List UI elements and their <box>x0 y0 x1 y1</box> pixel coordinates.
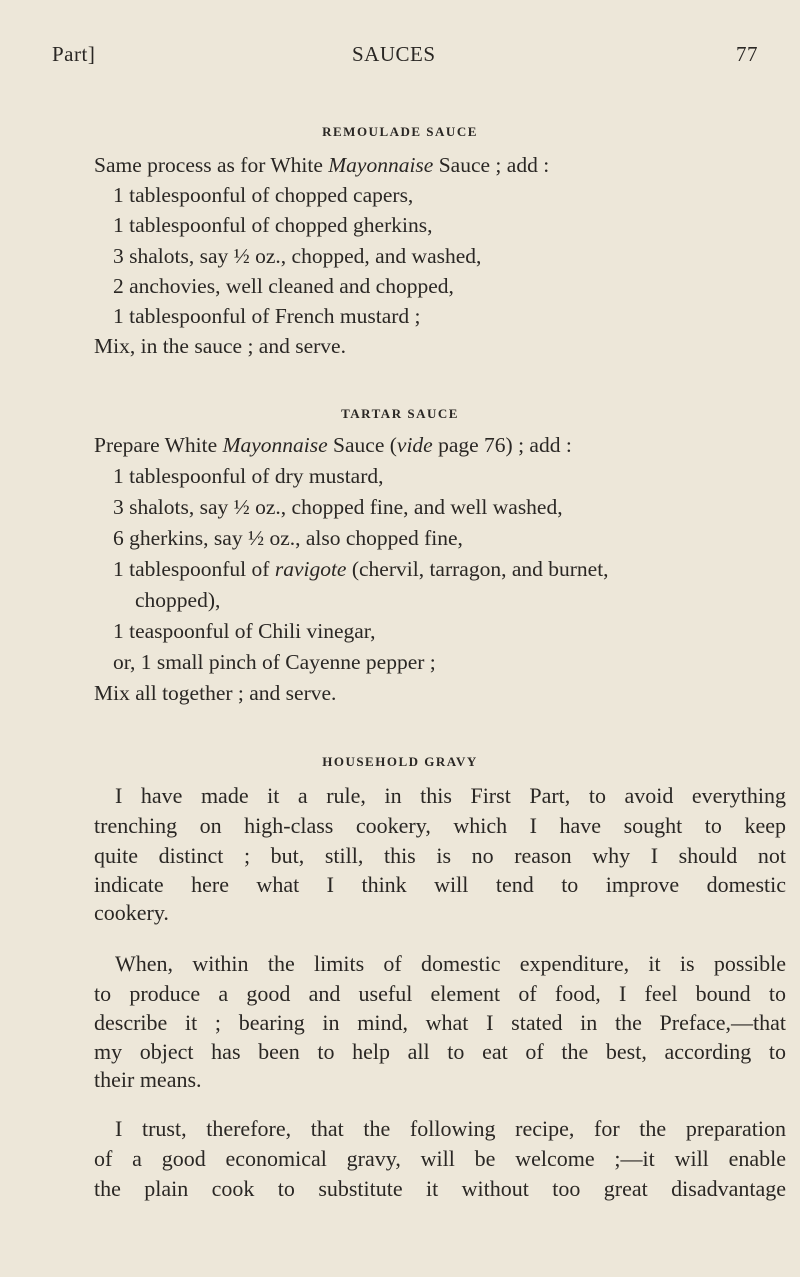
gravy-heading: HOUSEHOLD GRAVY <box>322 754 478 769</box>
paragraph-line: trenching on high-class cookery, which I have sought to keep <box>94 813 786 838</box>
paragraph-line: of a good economical gravy, will be welcome ;—it will enable <box>94 1146 786 1171</box>
tartar-closing: Mix all together ; and serve. <box>94 681 337 705</box>
remoulade-heading: REMOULADE SAUCE <box>322 124 478 139</box>
tartar-item: 6 gherkins, say ½ oz., also chopped fine, <box>113 526 463 550</box>
remoulade-item: 1 tablespoonful of French mustard ; <box>113 304 421 328</box>
remoulade-closing: Mix, in the sauce ; and serve. <box>94 334 346 358</box>
tartar-item: 3 shalots, say ½ oz., chopped fine, and well washed, <box>113 495 563 519</box>
remoulade-item: 1 tablespoonful of chopped gherkins, <box>113 213 433 237</box>
paragraph-line: indicate here what I think will tend to improve domestic <box>94 872 786 897</box>
paragraph-line: to produce a good and useful element of food, I feel bound to <box>94 981 786 1006</box>
tartar-item: or, 1 small pinch of Cayenne pepper ; <box>113 650 436 674</box>
paragraph-line: quite distinct ; but, still, this is no reason why I should not <box>94 843 786 868</box>
tartar-intro: Prepare White Mayonnaise Sauce (vide page 76) ; add : <box>94 433 572 457</box>
paragraph-line: the plain cook to substitute it without too great disadvantage <box>94 1176 786 1201</box>
page-number: 77 <box>736 42 758 66</box>
tartar-heading: TARTAR SAUCE <box>341 406 459 421</box>
section-title: SAUCES <box>352 42 436 66</box>
tartar-item: 1 tablespoonful of ravigote (chervil, tarragon, and burnet, <box>113 557 609 581</box>
paragraph-line: my object has been to help all to eat of the best, according to <box>94 1039 786 1064</box>
tartar-item-continuation: chopped), <box>135 588 221 612</box>
tartar-item: 1 teaspoonful of Chili vinegar, <box>113 619 376 643</box>
paragraph-line: their means. <box>94 1067 202 1092</box>
paragraph-line: cookery. <box>94 900 169 925</box>
remoulade-intro: Same process as for White Mayonnaise Sauce ; add : <box>94 153 550 177</box>
remoulade-item: 2 anchovies, well cleaned and chopped, <box>113 274 454 298</box>
remoulade-item: 1 tablespoonful of chopped capers, <box>113 183 414 207</box>
tartar-item: 1 tablespoonful of dry mustard, <box>113 464 384 488</box>
paragraph-line: describe it ; bearing in mind, what I stated in the Preface,—that <box>94 1010 786 1035</box>
remoulade-item: 3 shalots, say ½ oz., chopped, and washed, <box>113 244 482 268</box>
running-head <box>52 42 758 72</box>
paragraph-line: When, within the limits of domestic expenditure, it is possible <box>115 951 786 976</box>
part-label: Part] <box>52 42 96 66</box>
paragraph-line: I trust, therefore, that the following recipe, for the preparation <box>115 1116 786 1141</box>
paragraph-line: I have made it a rule, in this First Part, to avoid everything <box>115 783 786 808</box>
